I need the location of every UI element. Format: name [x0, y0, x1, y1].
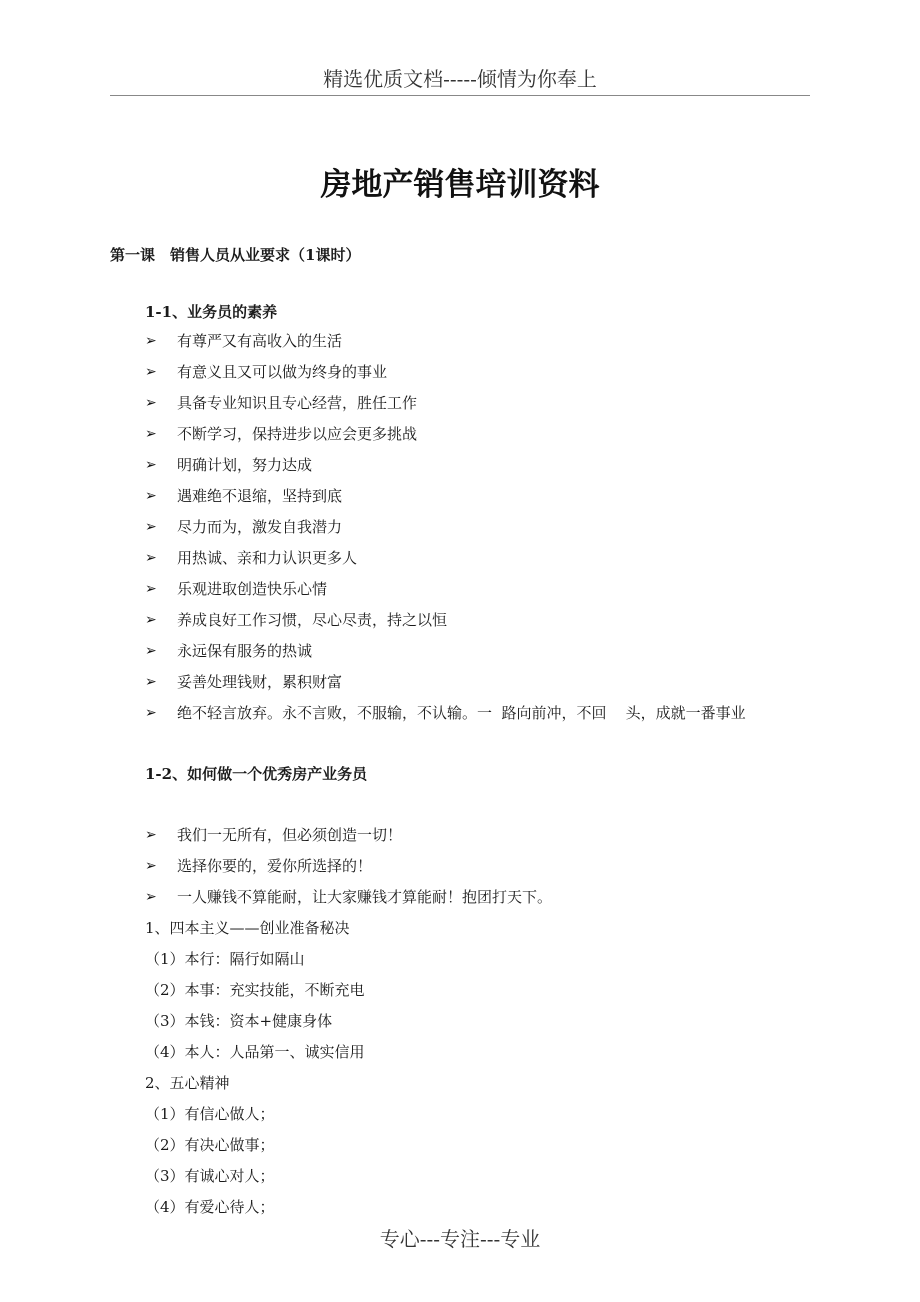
arrow-bullet-icon: ➢ [145, 457, 157, 473]
arrow-bullet-icon: ➢ [145, 395, 157, 411]
list-item: ➢ 不断学习，保持进步以应会更多挑战 [145, 419, 746, 450]
text-line: 1、四本主义——创业准备秘决 [145, 919, 350, 937]
document-title: 房地产销售培训资料 [320, 167, 600, 203]
section-heading-1-1: 1-1、业务员的素养 [145, 303, 278, 321]
list-item: ➢ 养成良好工作习惯，尽心尽责，持之以恒 [145, 605, 746, 636]
list-item: ➢ 永远保有服务的热诚 [145, 636, 746, 667]
text-line: （2）本事：充实技能，不断充电 [145, 981, 365, 999]
arrow-bullet-icon: ➢ [145, 488, 157, 504]
header-divider [110, 95, 810, 96]
arrow-bullet-icon: ➢ [145, 519, 157, 535]
arrow-bullet-icon: ➢ [145, 612, 157, 628]
arrow-bullet-icon: ➢ [145, 364, 157, 380]
section-heading-1-2: 1-2、如何做一个优秀房产业务员 [145, 765, 368, 783]
text-line: （4）本人：人品第一、诚实信用 [145, 1043, 365, 1061]
list-item: ➢ 妥善处理钱财，累积财富 [145, 667, 746, 698]
lesson-heading: 第一课 销售人员从业要求（1课时） [110, 246, 361, 264]
arrow-bullet-icon: ➢ [145, 643, 157, 659]
list-item: ➢ 有意义且又可以做为终身的事业 [145, 357, 746, 388]
text-line: （1）有信心做人； [145, 1105, 275, 1123]
arrow-bullet-icon: ➢ [145, 889, 157, 905]
list-item: ➢ 乐观进取创造快乐心情 [145, 574, 746, 605]
arrow-bullet-icon: ➢ [145, 674, 157, 690]
text-line: 2、五心精神 [145, 1074, 230, 1092]
text-line: （3）有诚心对人； [145, 1167, 275, 1185]
page-header: 精选优质文档-----倾情为你奉上 [323, 67, 597, 91]
section-1-2-list [145, 820, 552, 913]
list-item: ➢ 有尊严又有高收入的生活 [145, 326, 746, 357]
list-item: ➢ 绝不轻言放弃。永不言败，不服输，不认输。一 路向前冲，不回 头，成就一番事业 [145, 698, 746, 729]
list-item: ➢ 明确计划，努力达成 [145, 450, 746, 481]
section-1-2-lines [145, 913, 365, 1223]
arrow-bullet-icon: ➢ [145, 550, 157, 566]
section-1-1-list [145, 326, 746, 729]
list-item: ➢ 具备专业知识且专心经营，胜任工作 [145, 388, 746, 419]
arrow-bullet-icon: ➢ [145, 827, 157, 843]
list-item: ➢ 尽力而为，激发自我潜力 [145, 512, 746, 543]
arrow-bullet-icon: ➢ [145, 426, 157, 442]
list-item: ➢ 我们一无所有，但必须创造一切！ [145, 820, 552, 851]
arrow-bullet-icon: ➢ [145, 705, 157, 721]
list-item: ➢ 选择你要的，爱你所选择的！ [145, 851, 552, 882]
list-item: ➢ 一人赚钱不算能耐，让大家赚钱才算能耐！抱团打天下。 [145, 882, 552, 913]
arrow-bullet-icon: ➢ [145, 858, 157, 874]
list-item: ➢ 用热诚、亲和力认识更多人 [145, 543, 746, 574]
text-line: （1）本行：隔行如隔山 [145, 950, 305, 968]
text-line: （3）本钱：资本+健康身体 [145, 1012, 333, 1030]
text-line: （2）有决心做事； [145, 1136, 275, 1154]
list-item: ➢ 遇难绝不退缩，坚持到底 [145, 481, 746, 512]
page-footer: 专心---专注---专业 [379, 1227, 541, 1251]
text-line: （4）有爱心待人； [145, 1198, 275, 1216]
arrow-bullet-icon: ➢ [145, 333, 157, 349]
arrow-bullet-icon: ➢ [145, 581, 157, 597]
